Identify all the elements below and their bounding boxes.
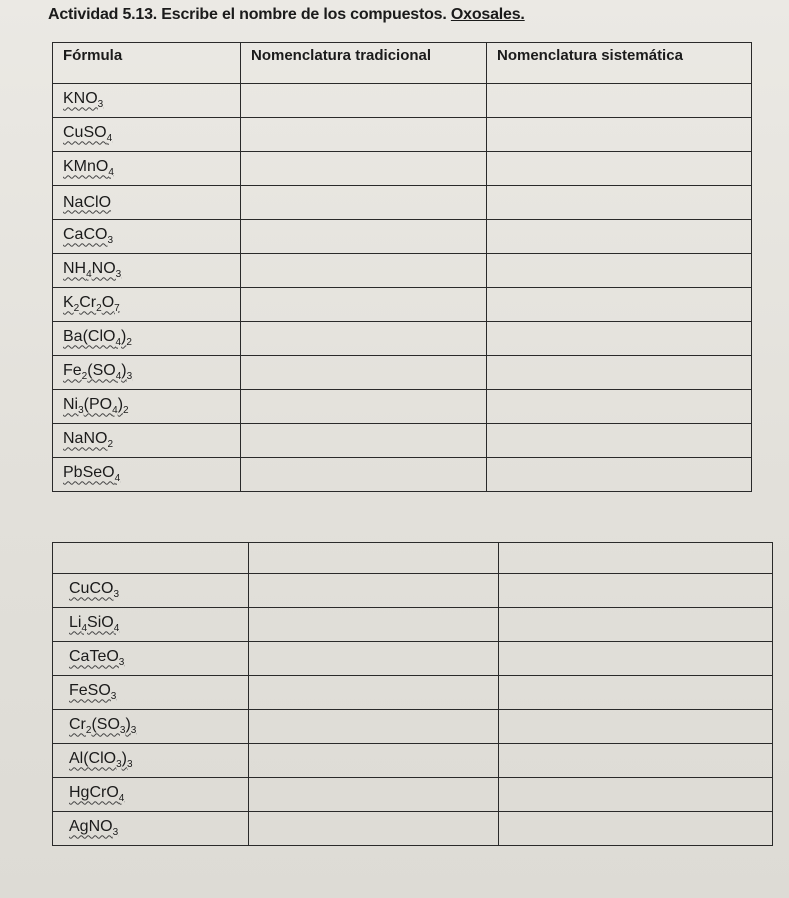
traditional-name-cell[interactable] [249, 574, 499, 608]
formula-cell [53, 152, 241, 186]
traditional-name-cell[interactable] [249, 744, 499, 778]
formula-cell [53, 543, 249, 574]
table-header-row [53, 43, 752, 84]
systematic-name-cell[interactable] [499, 608, 773, 642]
chemical-formula: PbSeO$_4$ [63, 464, 121, 485]
systematic-name-cell[interactable] [499, 574, 773, 608]
systematic-name-cell[interactable] [499, 676, 773, 710]
oxosales-table-2 [52, 542, 773, 846]
formula-cell [53, 458, 241, 492]
systematic-name-cell[interactable] [499, 744, 773, 778]
chemical-formula: $K_2Cr_2O_7$ [63, 294, 120, 315]
traditional-name-cell[interactable] [241, 254, 487, 288]
systematic-name-cell[interactable] [499, 642, 773, 676]
systematic-name-cell[interactable] [499, 710, 773, 744]
formula-cell [53, 574, 249, 608]
table-row [53, 186, 752, 220]
table-row [53, 118, 752, 152]
table-row [53, 288, 752, 322]
systematic-name-cell[interactable] [487, 390, 752, 424]
formula-cell [53, 322, 241, 356]
traditional-name-cell[interactable] [249, 676, 499, 710]
formula-cell [53, 778, 249, 812]
chemical-formula: HgCrO$_4$ [69, 784, 125, 805]
chemical-formula: $Ni_3(PO_4)_2$ [63, 396, 129, 417]
formula-cell [53, 118, 241, 152]
systematic-name-cell[interactable] [487, 84, 752, 118]
formula-cell [53, 220, 241, 254]
table-row [53, 778, 773, 812]
chemical-formula: CaTeO$_3$ [69, 648, 125, 669]
table-row [53, 676, 773, 710]
table-row [53, 608, 773, 642]
formula-cell [53, 356, 241, 390]
systematic-name-cell[interactable] [487, 254, 752, 288]
traditional-name-cell[interactable] [241, 322, 487, 356]
formula-cell [53, 642, 249, 676]
chemical-formula: $KNO_3$ [63, 90, 104, 111]
chemical-formula: NaClO [63, 193, 112, 211]
traditional-name-cell[interactable] [241, 152, 487, 186]
systematic-name-cell[interactable] [487, 220, 752, 254]
formula-cell [53, 390, 241, 424]
table-row-blank [53, 543, 773, 574]
systematic-name-cell[interactable] [487, 458, 752, 492]
traditional-name-cell[interactable] [249, 608, 499, 642]
formula-cell [53, 608, 249, 642]
chemical-formula: $Li_4SiO_4$ [69, 614, 120, 635]
systematic-name-cell[interactable] [499, 778, 773, 812]
table-row [53, 812, 773, 846]
traditional-name-cell[interactable] [241, 186, 487, 220]
traditional-name-cell[interactable] [249, 812, 499, 846]
formula-cell [53, 676, 249, 710]
chemical-formula: $Cr_2(SO_3)_3$ [69, 716, 137, 737]
activity-title-topic: Oxosales. [450, 6, 525, 23]
formula-cell [53, 84, 241, 118]
table-row [53, 424, 752, 458]
systematic-name-cell[interactable] [487, 118, 752, 152]
table-row [53, 642, 773, 676]
chemical-formula: FeSO$_3$ [69, 682, 117, 703]
traditional-name-cell[interactable] [249, 778, 499, 812]
chemical-formula: $Ba(ClO_4)_2$ [63, 328, 132, 349]
systematic-name-cell[interactable] [487, 356, 752, 390]
traditional-name-cell[interactable] [241, 220, 487, 254]
header-formula: Fórmula [53, 43, 241, 84]
table-row [53, 322, 752, 356]
systematic-name-cell[interactable] [487, 288, 752, 322]
systematic-name-cell[interactable] [487, 152, 752, 186]
formula-cell [53, 812, 249, 846]
systematic-name-cell[interactable] [487, 322, 752, 356]
chemical-formula: NaNO$_2$ [63, 430, 114, 451]
traditional-name-cell[interactable] [241, 84, 487, 118]
formula-cell [53, 744, 249, 778]
traditional-name-cell[interactable] [241, 118, 487, 152]
systematic-name-cell[interactable] [487, 186, 752, 220]
systematic-name-cell[interactable] [499, 812, 773, 846]
chemical-formula: CuSO$_4$ [63, 124, 113, 145]
traditional-name-cell[interactable] [249, 543, 499, 574]
table-row [53, 390, 752, 424]
oxosales-table-1 [52, 42, 752, 492]
table-row [53, 458, 752, 492]
table-row [53, 356, 752, 390]
traditional-name-cell[interactable] [241, 288, 487, 322]
formula-cell [53, 186, 241, 220]
table-row [53, 744, 773, 778]
traditional-name-cell[interactable] [249, 710, 499, 744]
formula-cell [53, 710, 249, 744]
formula-cell [53, 254, 241, 288]
systematic-name-cell[interactable] [487, 424, 752, 458]
table-row [53, 84, 752, 118]
systematic-name-cell[interactable] [499, 543, 773, 574]
activity-title-prefix: Actividad 5.13. Escribe el nombre de los compuestos. [48, 6, 451, 23]
chemical-formula: KMnO$_4$ [63, 158, 114, 179]
table-row [53, 254, 752, 288]
chemical-formula: CuCO$_3$ [69, 580, 120, 601]
table-row [53, 220, 752, 254]
traditional-name-cell[interactable] [241, 356, 487, 390]
chemical-formula: $Al(ClO_3)_3$ [69, 750, 133, 771]
chemical-formula: $NH_4NO_3$ [63, 260, 122, 281]
header-traditional: Nomenclatura tradicional [241, 43, 487, 84]
header-systematic: Nomenclatura sistemática [487, 43, 752, 84]
formula-cell [53, 288, 241, 322]
table-row [53, 574, 773, 608]
chemical-formula: AgNO$_3$ [69, 818, 119, 839]
traditional-name-cell[interactable] [241, 458, 487, 492]
chemical-formula: $Fe_2(SO_4)_3$ [63, 362, 133, 383]
table-row [53, 152, 752, 186]
formula-cell [53, 424, 241, 458]
table-row [53, 710, 773, 744]
traditional-name-cell[interactable] [241, 390, 487, 424]
activity-title [48, 6, 525, 24]
traditional-name-cell[interactable] [241, 424, 487, 458]
traditional-name-cell[interactable] [249, 642, 499, 676]
chemical-formula: CaCO$_3$ [63, 226, 114, 247]
